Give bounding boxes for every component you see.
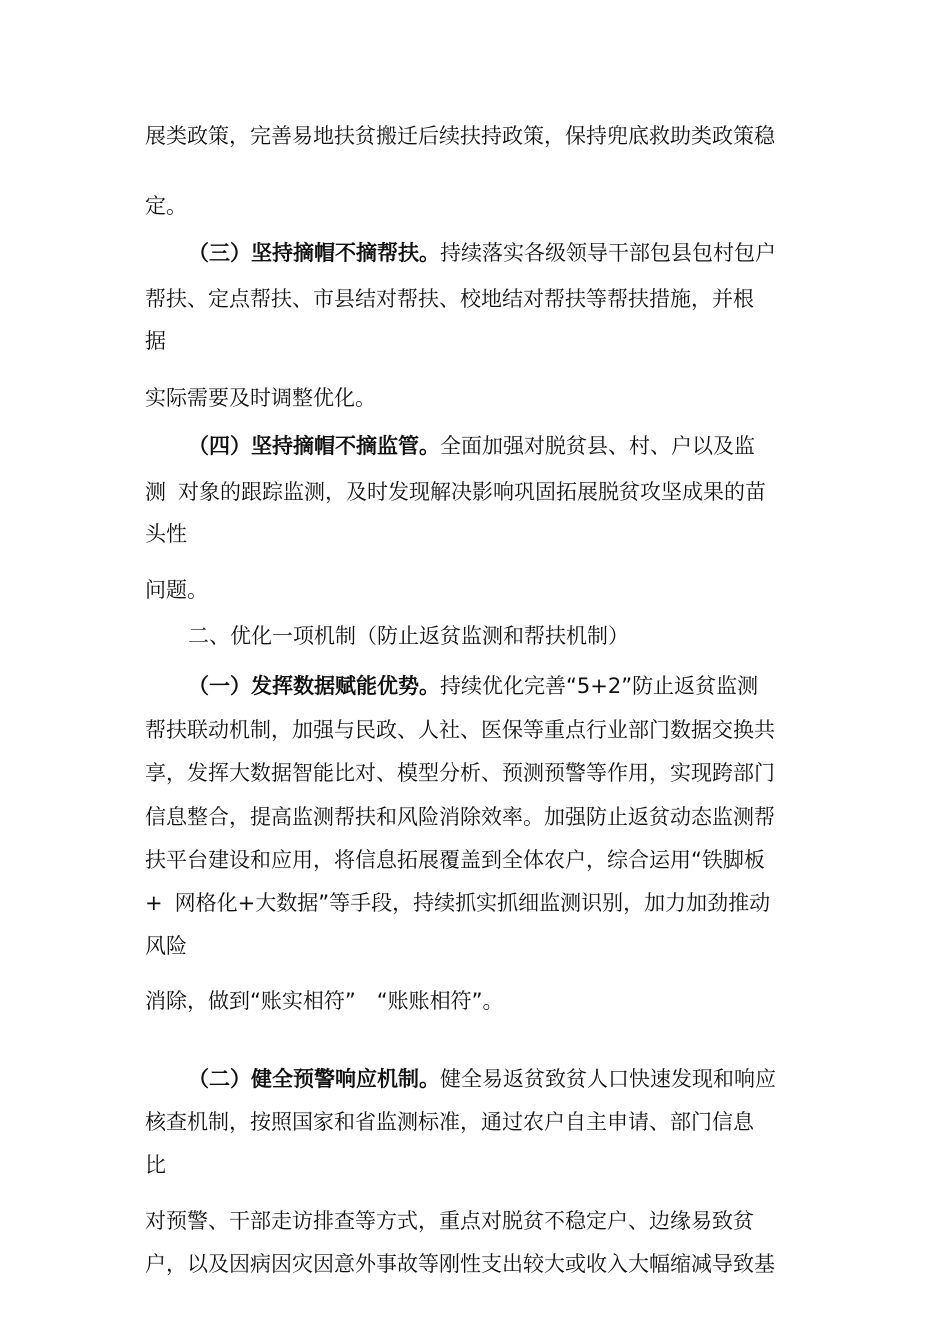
text-line: 持续优化完善“5+2”防止返贫监测 bbox=[440, 674, 759, 698]
text-line: 比 bbox=[145, 1153, 166, 1177]
section-heading: （四）坚持摘帽不摘监管。 bbox=[188, 433, 440, 458]
text-line: 全面加强对脱贫县、村、户以及监 bbox=[440, 434, 755, 458]
text-line: 持续落实各级领导干部包县包村包户 bbox=[440, 241, 776, 265]
text-fragment: 对象的跟踪监测，及时发现解决影响巩固拓展脱贫攻坚成果的苗 bbox=[178, 480, 766, 504]
text-fragment: 测 bbox=[145, 480, 166, 504]
text-line: 扶平台建设和应用，将信息拓展覆盖到全体农户，综合运用“铁脚板 bbox=[145, 848, 765, 872]
text-line: 健全易返贫致贫人口快速发现和响应 bbox=[440, 1067, 776, 1091]
section-paragraph-2 bbox=[188, 1064, 776, 1094]
text-line: 帮扶联动机制，加强与民政、人社、医保等重点行业部门数据交换共 bbox=[145, 718, 775, 742]
text-fragment: 网格化+大数据”等手段，持续抓实抓细监测识别，加力加劲推动 bbox=[174, 891, 771, 915]
section-paragraph-3 bbox=[188, 238, 776, 268]
text-line: 风险 bbox=[145, 934, 187, 958]
text-line: 据 bbox=[145, 329, 166, 353]
text-line bbox=[145, 888, 770, 918]
chapter-heading: 二、优化一项机制（防止返贫监测和帮扶机制） bbox=[188, 624, 629, 648]
text-line: 头性 bbox=[145, 522, 187, 546]
text-line: 享，发挥大数据智能比对、模型分析、预测预警等作用，实现跨部门 bbox=[145, 761, 775, 785]
section-paragraph-1 bbox=[188, 671, 758, 701]
text-line: 帮扶、定点帮扶、市县结对帮扶、校地结对帮扶等帮扶措施，并根 bbox=[145, 287, 754, 311]
text-line: 消除，做到“账实相符” “账账相符”。 bbox=[145, 989, 504, 1013]
text-line: 问题。 bbox=[145, 578, 208, 602]
text-line: 对预警、干部走访排查等方式，重点对脱贫不稳定户、边缘易致贫 bbox=[145, 1209, 754, 1233]
text-line: 信息整合，提高监测帮扶和风险消除效率。加强防止返贫动态监测帮 bbox=[145, 805, 775, 829]
text-line: 实际需要及时调整优化。 bbox=[145, 386, 376, 410]
text-line: 户，以及因病因灾因意外事故等刚性支出较大或收入大幅缩减导致基 bbox=[145, 1252, 775, 1276]
section-heading: （一）发挥数据赋能优势。 bbox=[188, 673, 440, 698]
text-line: 核查机制，按照国家和省监测标准，通过农户自主申请、部门信息 bbox=[145, 1110, 754, 1134]
section-heading: （三）坚持摘帽不摘帮扶。 bbox=[188, 240, 440, 265]
section-heading: （二）健全预警响应机制。 bbox=[188, 1066, 440, 1091]
text-line: 展类政策，完善易地扶贫搬迁后续扶持政策，保持兜底救助类政策稳 bbox=[145, 124, 775, 148]
section-paragraph-4 bbox=[188, 431, 755, 461]
text-line bbox=[145, 477, 766, 507]
text-fragment: + bbox=[145, 891, 163, 915]
text-line: 定。 bbox=[145, 194, 187, 218]
